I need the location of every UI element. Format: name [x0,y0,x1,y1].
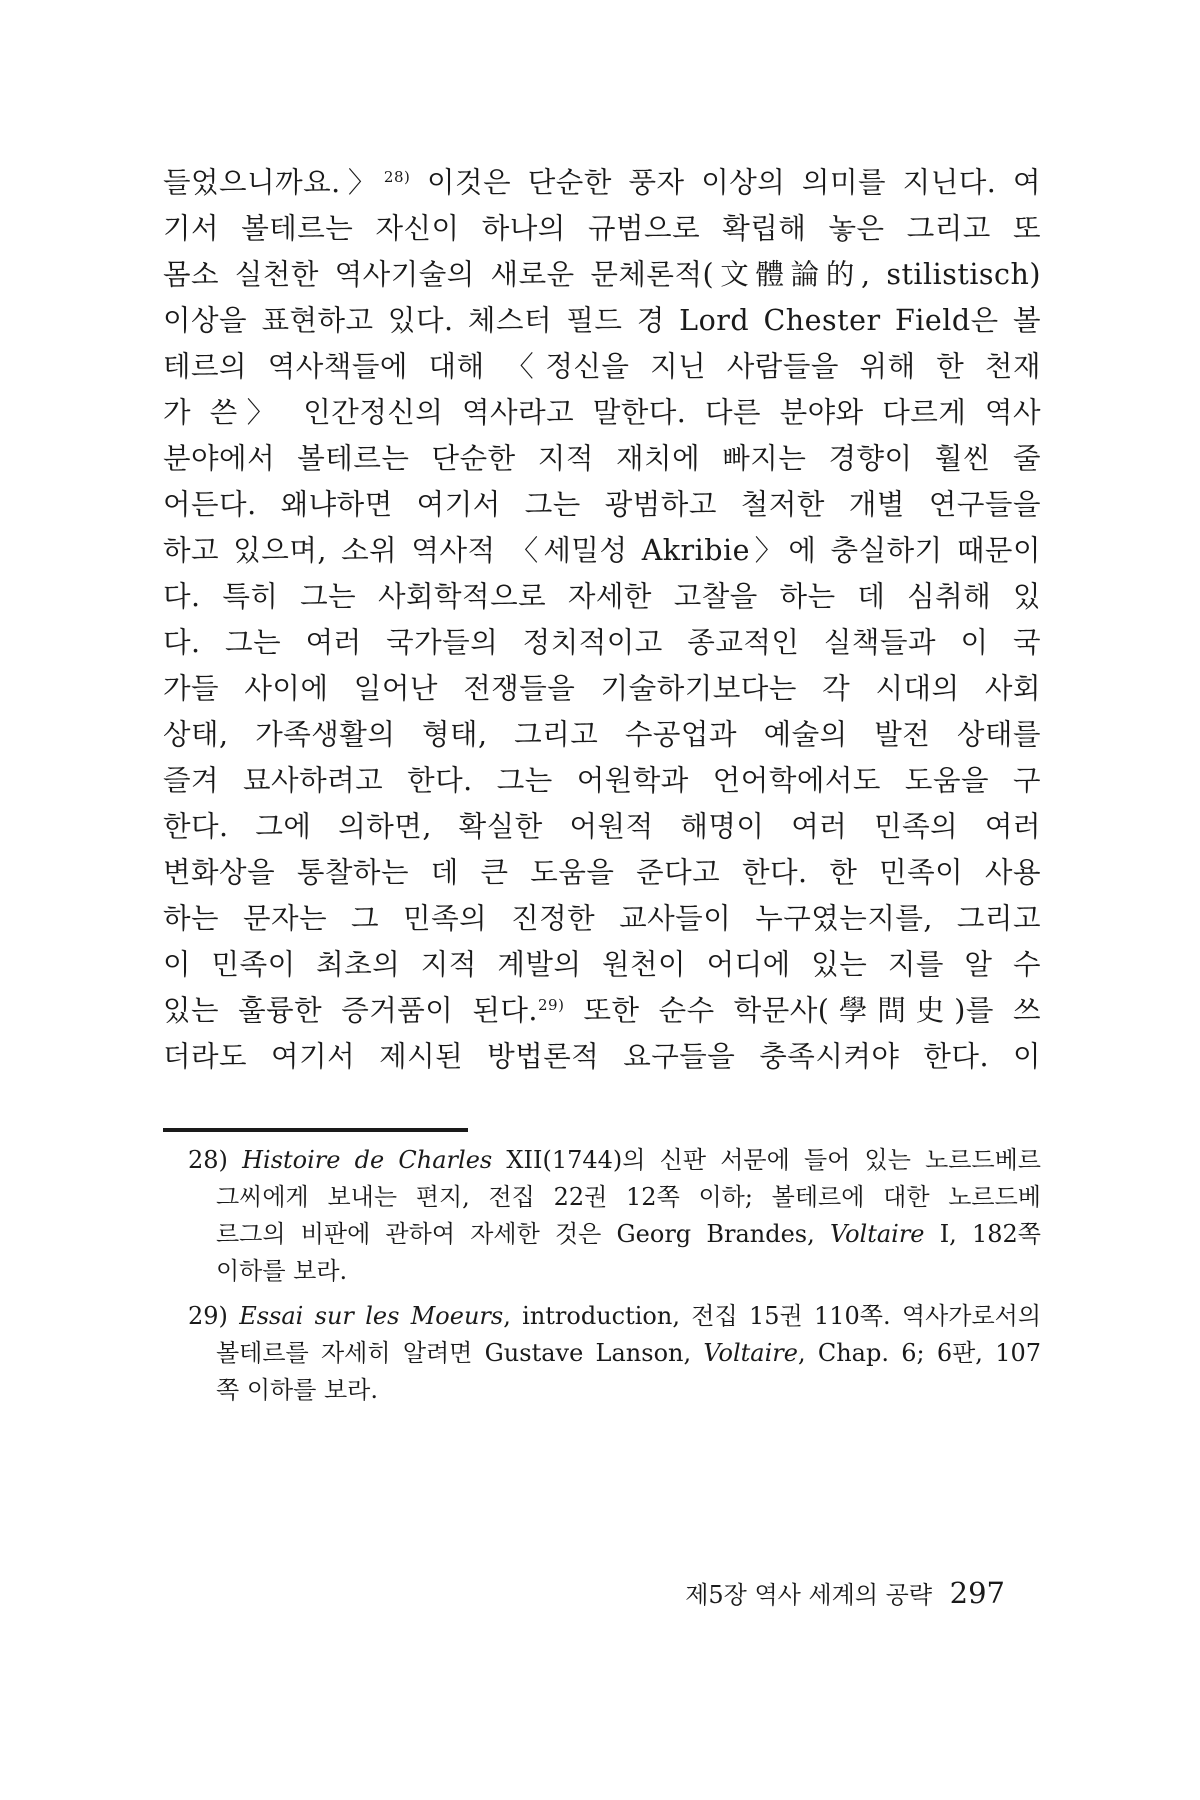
main-text-block [163,160,1041,1080]
footnote-line [188,1372,1041,1409]
footnote [188,1142,1041,1290]
text-line-content: 이 민족이 최초의 지적 계발의 원천이 어디에 있는 지를 알 수 [163,948,1041,981]
text-line-content: 한다. 그에 의하면, 확실한 어원적 해명이 여러 민족의 여러 [163,810,1041,843]
text-line [163,390,1041,436]
text-line-content: 다. 특히 그는 사회학적으로 자세한 고찰을 하는 데 심취해 있 [163,580,1041,613]
footnote-line [188,1253,1041,1290]
text-line-continuation: 또한 순수 학문사(學問史)를 쓰 [564,994,1041,1027]
text-line-content: 가들 사이에 일어난 전쟁들을 기술하기보다는 각 시대의 사회 [163,672,1041,705]
text-line [163,666,1041,712]
text-line [163,712,1041,758]
text-line [163,1034,1041,1080]
text-line-continuation: 이것은 단순한 풍자 이상의 의미를 지닌다. 여 [410,166,1041,199]
text-line [163,298,1041,344]
text-line-content: 더라도 여기서 제시된 방법론적 요구들을 충족시켜야 한다. 이 [163,1040,1041,1073]
footnote [188,1298,1041,1409]
footnote-number: 29) [188,1302,228,1330]
text-line [163,252,1041,298]
text-line-content: 변화상을 통찰하는 데 큰 도움을 준다고 한다. 한 민족이 사용 [163,856,1041,889]
work-title: Voltaire [829,1220,925,1248]
footnote-line [188,1216,1041,1253]
text-line [163,804,1041,850]
text-line-content: 상태, 가족생활의 형태, 그리고 수공업과 예술의 발전 상태를 [163,718,1041,751]
footnote-text: XII(1744)의 신판 서문에 들어 있는 노르드베르 [492,1146,1041,1174]
footnote-reference: 29) [538,996,565,1014]
text-line [163,896,1041,942]
text-line-content: 이상을 표현하고 있다. 체스터 필드 경 Lord Chester Field은 볼 [163,304,1041,337]
text-line [163,850,1041,896]
text-line [163,528,1041,574]
text-line-content: 몸소 실천한 역사기술의 새로운 문체론적(文體論的, stilistisch) [163,258,1041,291]
footnote-line [188,1142,1041,1179]
text-line-content: 들었으니까요.〉 [163,166,384,199]
text-line [163,436,1041,482]
footnote-text: 그씨에게 보내는 편지, 전집 22권 12쪽 이하; 볼테르에 대한 노르드베 [216,1183,1041,1211]
text-line-content: 테르의 역사책들에 대해 〈정신을 지닌 사람들을 위해 한 천재 [163,350,1041,383]
footnote-reference: 28) [383,168,411,186]
text-line-content: 즐겨 묘사하려고 한다. 그는 어원학과 언어학에서도 도움을 구 [163,764,1041,797]
footnotes-block [188,1142,1041,1417]
text-line [163,206,1041,252]
footnote-text: 이하를 보라. [216,1257,348,1285]
footnote-text: , introduction, 전집 15권 110쪽. 역사가로서의 [503,1302,1042,1330]
footnote-line [188,1335,1041,1372]
text-line-content: 가 쓴〉 인간정신의 역사라고 말한다. 다른 분야와 다르게 역사 [163,396,1041,429]
text-line-content: 다. 그는 여러 국가들의 정치적이고 종교적인 실책들과 이 국 [163,626,1041,659]
chapter-title: 제5장 역사 세계의 공략 [685,1581,932,1609]
work-title: Essai sur les Moeurs [239,1302,504,1330]
footnote-text: 르그의 비판에 관하여 자세한 것은 Georg Brandes, [216,1220,830,1248]
text-line [163,160,1041,206]
text-line-content: 하고 있으며, 소위 역사적 〈세밀성 Akribie〉에 충실하기 때문이 [163,534,1041,567]
text-line-content: 있는 훌륭한 증거품이 된다. [163,994,538,1027]
text-line [163,344,1041,390]
footnote-text: , Chap. 6; 6판, 107 [797,1339,1042,1367]
footnote-text: 쪽 이하를 보라. [216,1376,378,1404]
footnote-line [188,1298,1041,1335]
footnote-text: 볼테르를 자세히 알려면 Gustave Lanson, [216,1339,704,1367]
work-title: Histoire de Charles [242,1146,493,1174]
text-line [163,758,1041,804]
footnote-separator-rule [163,1128,468,1132]
footnote-text: I, 182쪽 [924,1220,1041,1248]
work-title: Voltaire [703,1339,798,1367]
text-line-content: 하는 문자는 그 민족의 진정한 교사들이 누구였는지를, 그리고 [163,902,1041,935]
text-line-content: 기서 볼테르는 자신이 하나의 규범으로 확립해 놓은 그리고 또 [163,212,1041,245]
page-number: 297 [949,1576,1005,1610]
text-line-content: 어든다. 왜냐하면 여기서 그는 광범하고 철저한 개별 연구들을 [163,488,1041,521]
text-line [163,988,1041,1034]
footnote-line [188,1179,1041,1216]
text-line [163,620,1041,666]
text-line [163,574,1041,620]
footnote-number: 28) [188,1146,228,1174]
text-line-content: 분야에서 볼테르는 단순한 지적 재치에 빠지는 경향이 훨씬 줄 [163,442,1041,475]
running-footer [685,1575,1005,1610]
text-line [163,482,1041,528]
text-line [163,942,1041,988]
